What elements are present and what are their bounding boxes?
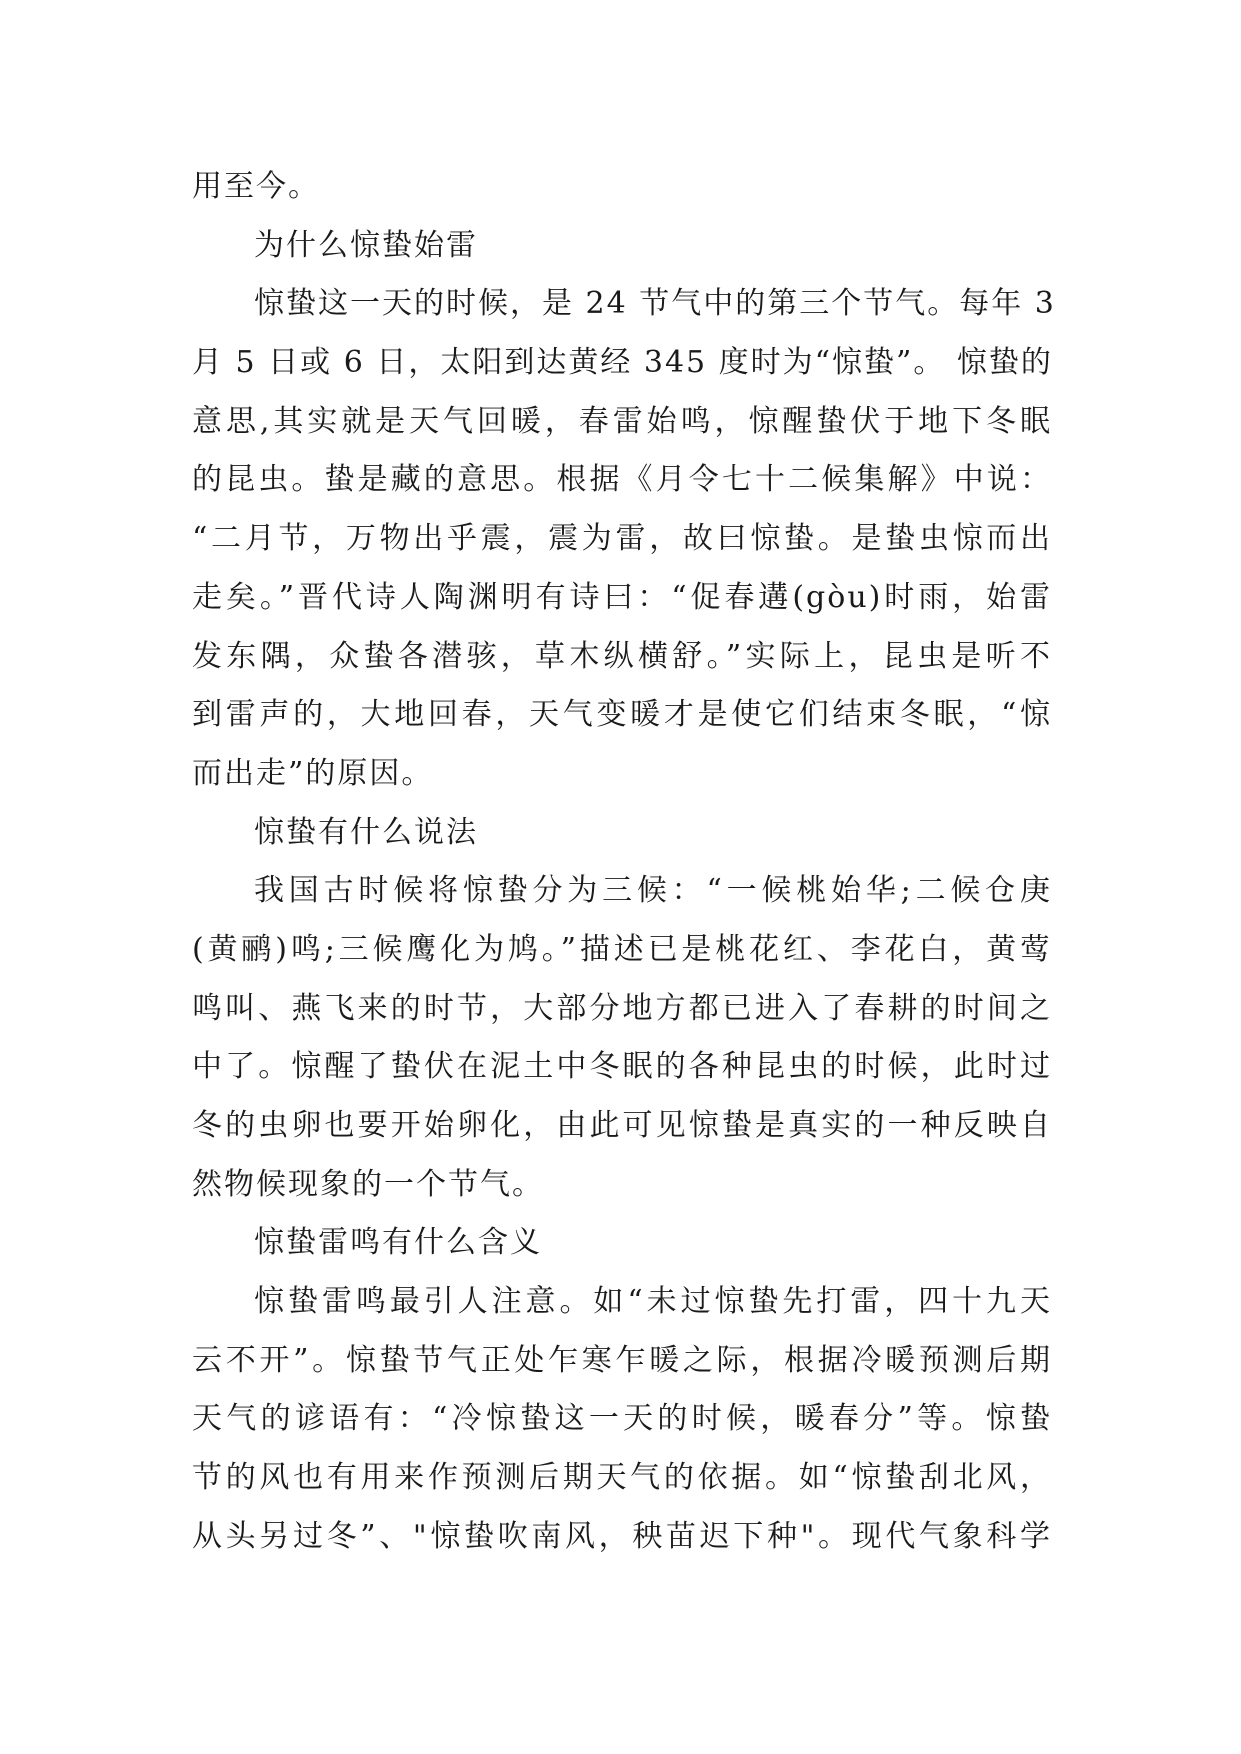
paragraph-line: 到雷声的，大地回春，天气变暖才是使它们结束冬眠，“惊 [192,697,1052,733]
paragraph-line: “二月节，万物出乎震，震为雷，故曰惊蛰。是蛰虫惊而出 [192,521,1052,557]
paragraph-line: 发东隅，众蛰各潜骇，草木纵横舒。”实际上，昆虫是听不 [192,638,1052,674]
paragraph-line: 中了。惊醒了蛰伏在泥土中冬眠的各种昆虫的时候，此时过 [192,1049,1052,1085]
paragraph-line: 月 5 日或 6 日，太阳到达黄经 345 度时为“惊蛰”。 惊蛰的 [192,345,1053,381]
paragraph-line: 天气的谚语有：“冷惊蛰这一天的时候，暖春分”等。惊蛰 [192,1401,1052,1437]
section-heading: 为什么惊蛰始雷 [254,227,478,263]
document-body [192,158,1056,1567]
paragraph-line: 惊蛰这一天的时候，是 24 节气中的第三个节气。每年 3 [254,286,1056,322]
paragraph-line: (黄鹂)鸣;三候鹰化为鸠。”描述已是桃花红、李花白，黄莺 [192,931,1052,967]
paragraph-line: 云不开”。惊蛰节气正处乍寒乍暖之际，根据冷暖预测后期 [192,1342,1052,1378]
paragraph-line: 鸣叫、燕飞来的时节，大部分地方都已进入了春耕的时间之 [192,990,1052,1026]
paragraph-line: 意思,其实就是天气回暖，春雷始鸣，惊醒蛰伏于地下冬眠 [192,403,1052,439]
paragraph-line: 惊蛰雷鸣最引人注意。如“未过惊蛰先打雷，四十九天 [254,1284,1052,1320]
paragraph-line: 的昆虫。蛰是藏的意思。根据《月令七十二候集解》中说： [192,462,1052,498]
paragraph-line: 走矣。”晋代诗人陶渊明有诗曰：“促春遘(gòu)时雨，始雷 [192,579,1052,615]
paragraph-line: 冬的虫卵也要开始卵化，由此可见惊蛰是真实的一种反映自 [192,1108,1052,1143]
paragraph-line: 从头另过冬”、"惊蛰吹南风，秧苗迟下种"。现代气象科学 [192,1518,1052,1554]
section-heading: 惊蛰雷鸣有什么含义 [254,1225,542,1261]
section-heading: 惊蛰有什么说法 [254,814,478,850]
paragraph-line: 用至今。 [192,169,320,204]
paragraph-line: 而出走”的原因。 [192,755,434,791]
paragraph-line: 然物候现象的一个节气。 [192,1166,544,1202]
paragraph-line: 我国古时候将惊蛰分为三候：“一候桃始华;二候仓庚 [254,873,1052,909]
paragraph-line: 节的风也有用来作预测后期天气的依据。如“惊蛰刮北风， [192,1460,1052,1496]
